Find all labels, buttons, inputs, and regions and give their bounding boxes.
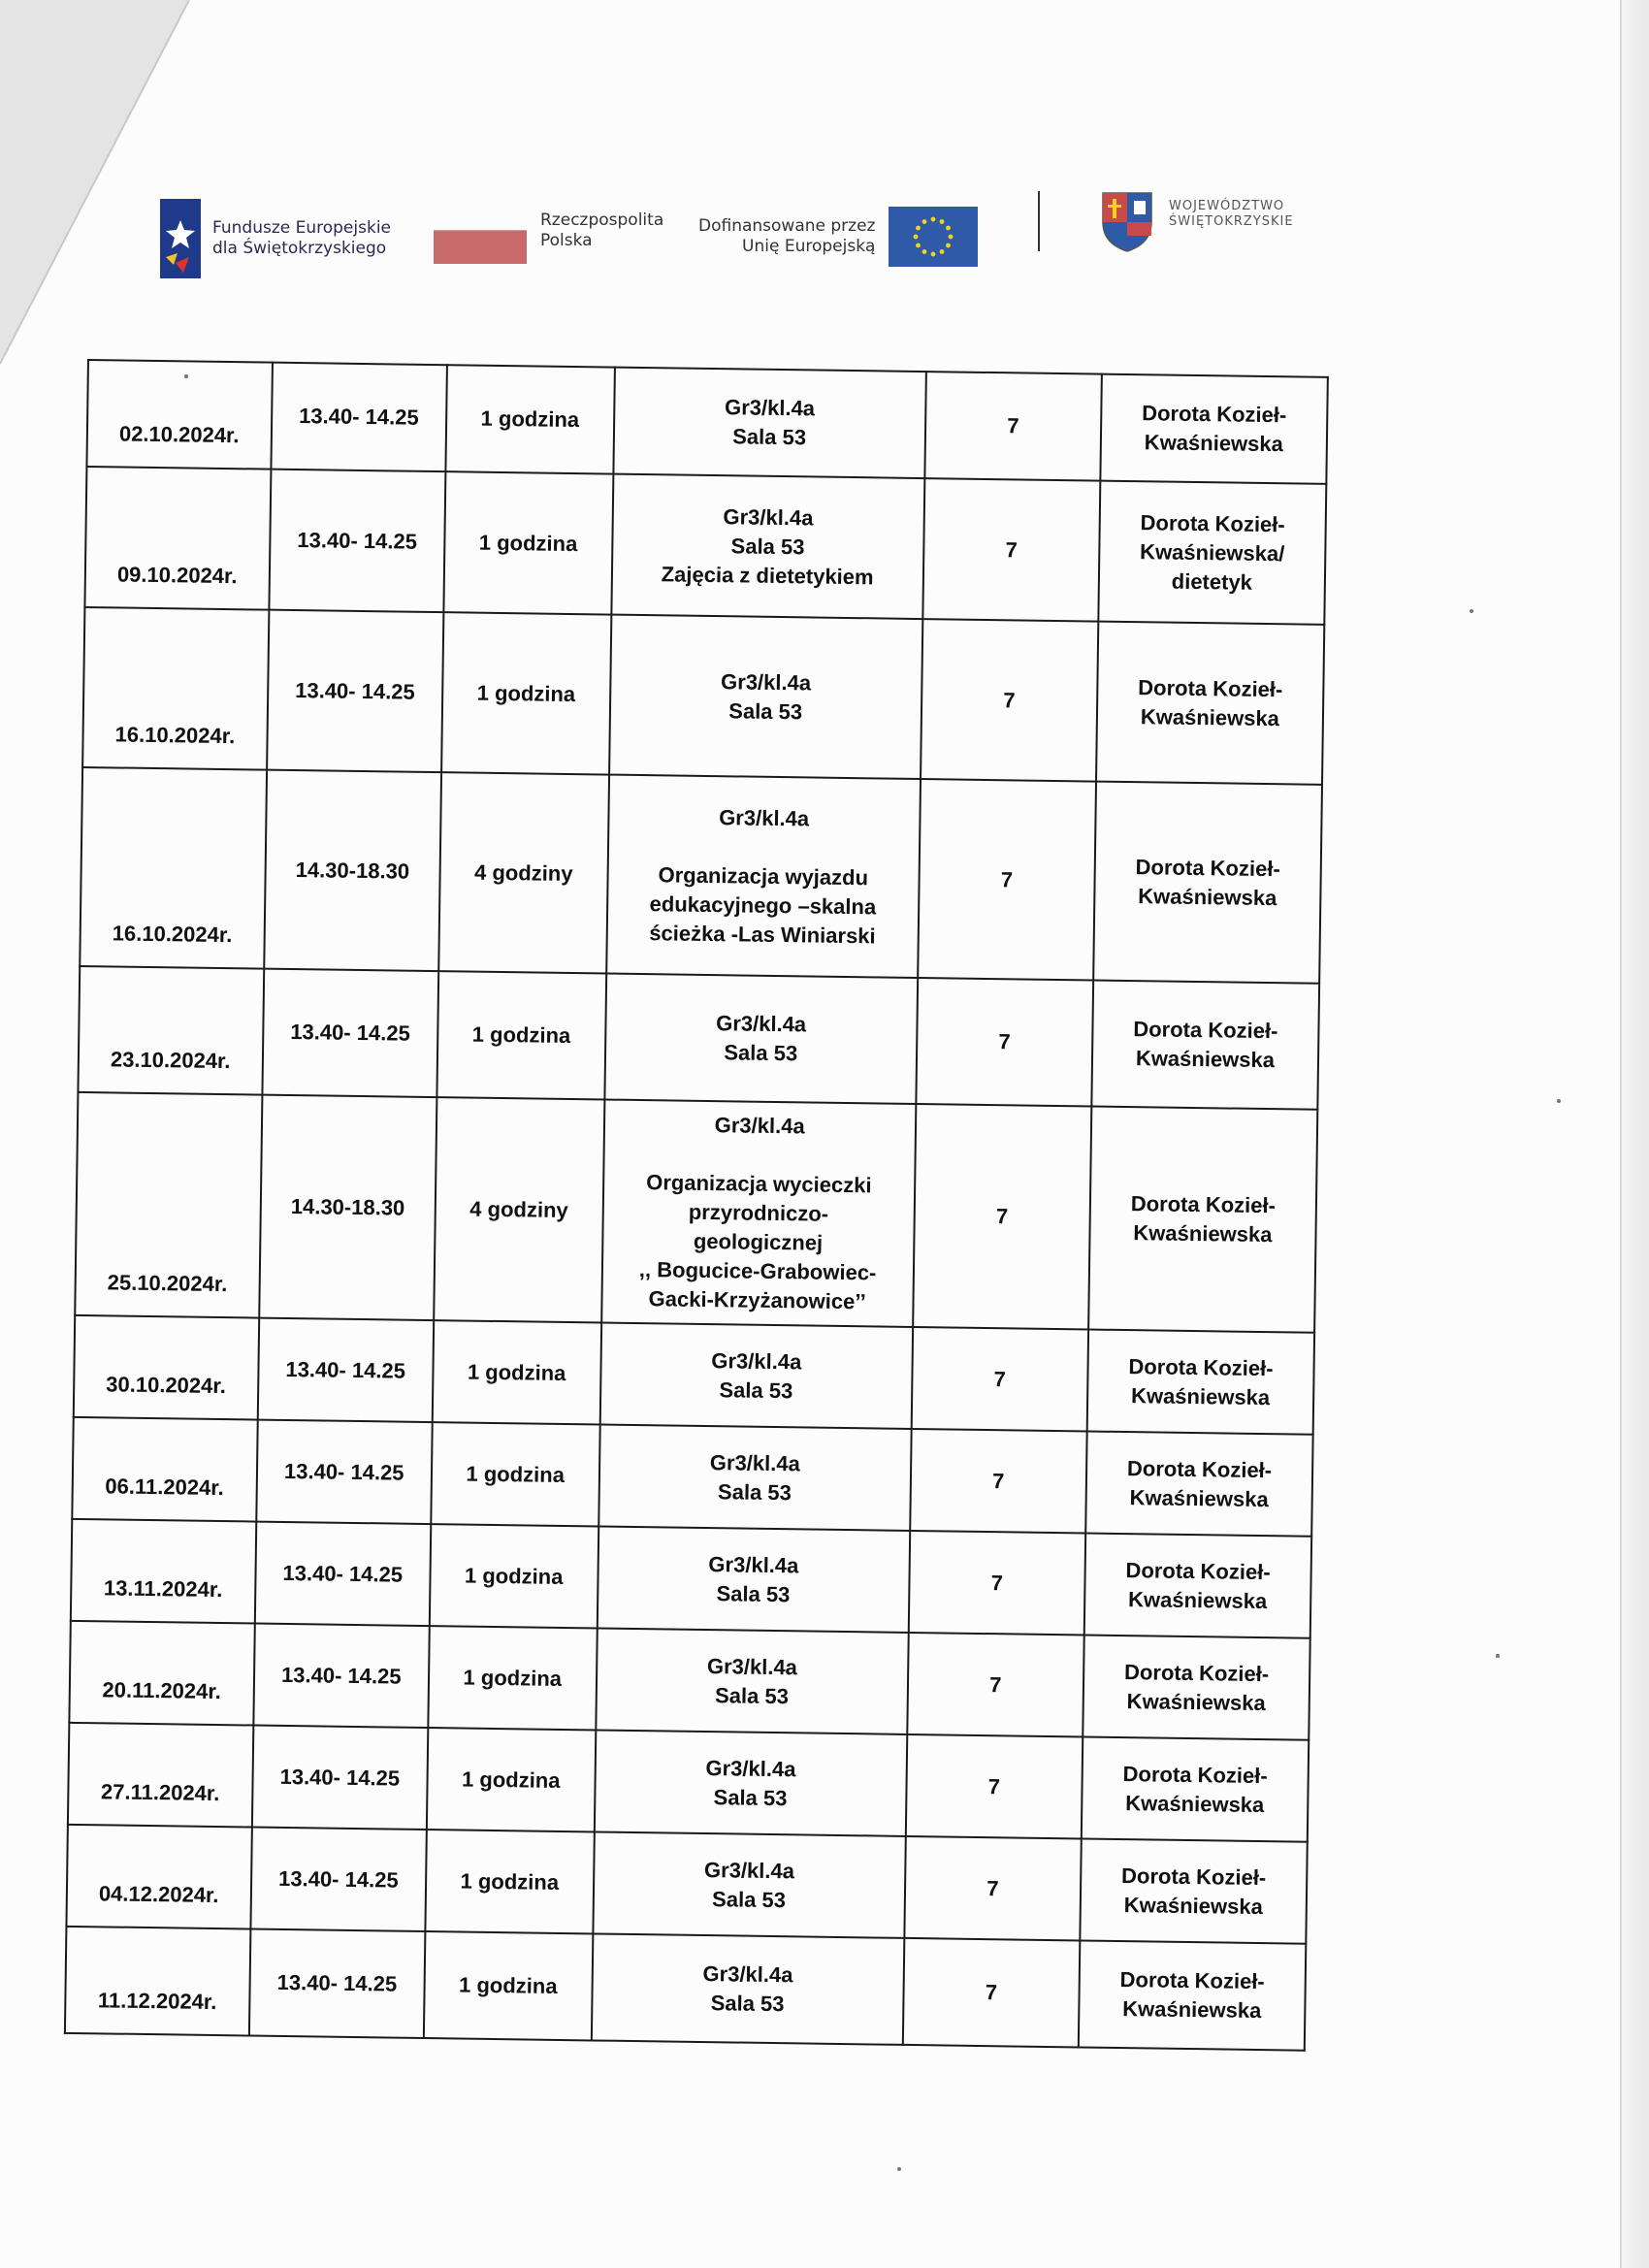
teacher-cell xyxy=(1084,1533,1312,1637)
topic-line: Sala 53 xyxy=(730,533,805,559)
participant-count-cell xyxy=(918,779,1096,981)
date-text: 06.11.2024r. xyxy=(105,1474,224,1501)
fe-name-line2: dla Świętokrzyskiego xyxy=(212,239,387,258)
table-row xyxy=(82,607,1324,785)
time-cell xyxy=(271,363,447,472)
scan-edge-line xyxy=(1620,0,1622,2268)
teacher-name-line: Dorota Kozieł- xyxy=(1130,1191,1277,1218)
topic-line xyxy=(614,830,913,863)
participant-count-text: 7 xyxy=(985,1980,998,2005)
teacher-name-line: Kwaśniewska xyxy=(1138,883,1277,910)
date-cell xyxy=(66,1825,251,1929)
hours-text: 1 godzina xyxy=(466,1461,566,1487)
teacher-cell xyxy=(1080,1838,1308,1943)
date-cell xyxy=(69,1621,254,1726)
participant-count-text: 7 xyxy=(1005,536,1018,562)
time-cell xyxy=(250,1828,427,1932)
teacher-cell xyxy=(1083,1635,1310,1739)
date-cell xyxy=(86,360,272,470)
date-text: 16.10.2024r. xyxy=(112,921,233,948)
scan-edge-shadow xyxy=(1622,0,1649,2268)
topic-cell xyxy=(596,1628,909,1733)
teacher-name-line: Dorota Kozieł- xyxy=(1133,1017,1278,1044)
date-text: 11.12.2024r. xyxy=(97,1988,217,2015)
topic-line: Sala 53 xyxy=(728,697,803,724)
date-text: 27.11.2024r. xyxy=(100,1779,220,1806)
time-cell xyxy=(257,1318,434,1423)
participant-count-cell xyxy=(922,478,1100,622)
topic-cell xyxy=(601,1100,917,1327)
participant-count-text: 7 xyxy=(995,1204,1009,1229)
table-row xyxy=(65,1927,1306,2051)
participant-count-text: 7 xyxy=(990,1570,1004,1595)
topic-line: ścieżka -Las Winiarski xyxy=(649,920,876,948)
topic-line xyxy=(610,1139,909,1172)
time-cell xyxy=(248,1929,425,2039)
participant-count-text: 7 xyxy=(991,1468,1005,1493)
time-cell xyxy=(251,1726,428,1831)
teacher-name-line: Kwaśniewska xyxy=(1122,1996,1262,2024)
topic-line: Gr3/kl.4a xyxy=(716,1011,807,1037)
topic-line: ,, Bogucice-Grabowiec- xyxy=(638,1257,877,1285)
teacher-name-line: Dorota Kozieł- xyxy=(1122,1761,1268,1788)
table-row xyxy=(71,1519,1311,1638)
date-text: 25.10.2024r. xyxy=(107,1270,228,1297)
hours-text: 1 godzina xyxy=(467,1359,566,1385)
topic-line: Gr3/kl.4a xyxy=(719,804,810,830)
topic-cell xyxy=(598,1424,912,1530)
teacher-name-line: Dorota Kozieł- xyxy=(1119,1967,1265,1994)
topic-cell xyxy=(604,974,918,1104)
topic-cell xyxy=(606,775,921,978)
participant-count-cell xyxy=(903,1938,1081,2048)
page-corner-fold xyxy=(0,0,194,369)
date-text: 16.10.2024r. xyxy=(114,722,236,749)
participant-count-text: 7 xyxy=(987,1773,1001,1798)
topic-cell xyxy=(593,1831,906,1937)
eu-cofunding-logo xyxy=(698,207,978,267)
eu-text-line2: Unię Europejską xyxy=(742,237,876,256)
participant-count-text: 7 xyxy=(1003,687,1016,712)
participant-count-text: 7 xyxy=(989,1671,1002,1697)
topic-line: Sala 53 xyxy=(710,1991,785,2017)
hours-text: 1 godzina xyxy=(480,405,580,433)
hours-cell xyxy=(445,365,614,473)
scan-speck xyxy=(184,374,188,378)
schedule-table xyxy=(64,359,1329,2052)
topic-line: Gr3/kl.4a xyxy=(705,1755,796,1781)
hours-cell xyxy=(443,471,613,614)
teacher-cell xyxy=(1091,981,1319,1110)
topic-line: Gr3/kl.4a xyxy=(723,503,814,530)
teacher-name-line: Dorota Kozieł- xyxy=(1140,509,1285,536)
topic-line: Gr3/kl.4a xyxy=(702,1961,793,1988)
topic-line: Sala 53 xyxy=(713,1784,788,1810)
teacher-name-line: Kwaśniewska xyxy=(1129,1484,1269,1511)
teacher-name-line: Dorota Kozieł- xyxy=(1135,854,1280,881)
coat-of-arms-icon xyxy=(1099,189,1155,253)
topic-line: Gr3/kl.4a xyxy=(709,1449,801,1475)
participant-count-cell xyxy=(924,372,1102,481)
hours-cell xyxy=(427,1728,596,1831)
time-text: 13.40- 14.25 xyxy=(276,1969,398,1996)
date-cell xyxy=(72,1417,257,1522)
teacher-name-line: Kwaśniewska xyxy=(1125,1790,1265,1817)
ws-name-line1: WOJEWÓDZTWO xyxy=(1169,199,1285,213)
date-text: 13.11.2024r. xyxy=(103,1575,223,1603)
teacher-name-line: Kwaśniewska xyxy=(1133,1220,1273,1247)
topic-cell xyxy=(599,1322,913,1428)
teacher-cell xyxy=(1085,1431,1313,1536)
topic-cell xyxy=(597,1526,910,1632)
topic-line: Gr3/kl.4a xyxy=(714,1113,805,1139)
topic-line: geologicznej xyxy=(693,1228,824,1255)
time-cell xyxy=(254,1522,431,1627)
table-row xyxy=(69,1621,1310,1740)
scan-speck xyxy=(1496,1654,1500,1658)
hours-cell xyxy=(430,1524,598,1628)
hours-cell xyxy=(424,1931,593,2040)
date-text: 09.10.2024r. xyxy=(116,562,238,589)
fundusze-europejskie-logo xyxy=(160,199,391,278)
table-row xyxy=(66,1825,1307,1944)
topic-line: Gr3/kl.4a xyxy=(703,1857,795,1883)
eu-flag-icon xyxy=(889,207,978,267)
teacher-name-line: Dorota Kozieł- xyxy=(1120,1863,1267,1890)
polish-flag-icon xyxy=(434,230,527,264)
teacher-cell xyxy=(1093,782,1322,984)
participant-count-text: 7 xyxy=(998,1029,1011,1054)
hours-text: 1 godzina xyxy=(458,1972,558,1998)
participant-count-cell xyxy=(912,1327,1088,1432)
date-cell xyxy=(74,1315,259,1420)
time-cell xyxy=(264,770,441,971)
teacher-cell xyxy=(1079,1940,1307,2050)
topic-line: Sala 53 xyxy=(724,1040,798,1066)
date-text: 04.12.2024r. xyxy=(98,1881,219,1908)
topic-line: Sala 53 xyxy=(714,1682,790,1708)
teacher-cell xyxy=(1088,1107,1317,1333)
teacher-name-line: Dorota Kozieł- xyxy=(1125,1557,1271,1584)
hours-cell xyxy=(438,772,608,973)
topic-line: Organizacja wyjazdu xyxy=(658,861,869,890)
table-row xyxy=(84,467,1326,625)
time-text: 13.40- 14.25 xyxy=(280,1662,402,1689)
table-row xyxy=(78,966,1319,1110)
time-text: 13.40- 14.25 xyxy=(279,1764,401,1791)
hours-text: 4 godziny xyxy=(473,859,573,886)
hours-cell xyxy=(425,1830,594,1933)
topic-cell xyxy=(611,474,924,619)
teacher-name-line: Dorota Kozieł- xyxy=(1128,1353,1274,1380)
time-text: 13.40- 14.25 xyxy=(290,1019,411,1046)
rp-name-line2: Polska xyxy=(540,231,593,250)
hours-text: 1 godzina xyxy=(476,680,576,706)
hours-text: 1 godzina xyxy=(463,1665,563,1691)
table-row xyxy=(72,1417,1312,1537)
teacher-name-line: Kwaśniewska xyxy=(1130,1382,1271,1409)
participant-count-cell xyxy=(904,1836,1081,1941)
teacher-name-line: Kwaśniewska xyxy=(1135,1046,1276,1073)
hours-cell xyxy=(436,971,605,1099)
hours-text: 1 godzina xyxy=(461,1766,561,1793)
date-text: 02.10.2024r. xyxy=(118,421,240,448)
ws-name-line2: ŚWIĘTOKRZYSKIE xyxy=(1169,214,1294,229)
topic-line: Gacki-Krzyżanowice’’ xyxy=(648,1286,866,1314)
hours-cell xyxy=(428,1626,597,1730)
topic-line: Organizacja wycieczki xyxy=(646,1170,872,1198)
teacher-cell xyxy=(1096,622,1324,785)
date-cell xyxy=(68,1723,253,1828)
teacher-name-line: Kwaśniewska xyxy=(1140,703,1280,730)
time-text: 13.40- 14.25 xyxy=(285,1356,406,1383)
date-cell xyxy=(75,1092,262,1318)
topic-cell xyxy=(591,1933,904,2044)
teacher-name-line: Kwaśniewska xyxy=(1144,430,1284,457)
topic-cell xyxy=(613,368,926,478)
teacher-cell xyxy=(1082,1736,1310,1841)
topic-line: Gr3/kl.4a xyxy=(708,1551,799,1577)
time-text: 14.30-18.30 xyxy=(290,1194,405,1220)
scan-speck xyxy=(1557,1099,1561,1103)
time-cell xyxy=(267,610,444,773)
date-text: 20.11.2024r. xyxy=(102,1677,221,1704)
hours-text: 1 godzina xyxy=(478,530,578,556)
participant-count-text: 7 xyxy=(993,1366,1007,1391)
hours-cell xyxy=(441,612,611,774)
scan-speck xyxy=(897,2167,901,2171)
topic-line: edukacyjnego –skalna xyxy=(649,891,877,919)
participant-count-cell xyxy=(906,1734,1083,1839)
topic-line: Sala 53 xyxy=(719,1377,793,1403)
participant-count-cell xyxy=(910,1429,1086,1534)
time-text: 13.40- 14.25 xyxy=(297,527,418,554)
teacher-name-line: Dorota Kozieł- xyxy=(1138,674,1283,701)
fe-star-icon xyxy=(160,199,201,278)
fe-name-line1: Fundusze Europejskie xyxy=(212,218,391,238)
participant-count-text: 7 xyxy=(1007,413,1019,438)
logo-divider xyxy=(1038,191,1040,251)
date-cell xyxy=(71,1519,256,1624)
participant-count-text: 7 xyxy=(986,1875,999,1900)
topic-line: Sala 53 xyxy=(711,1886,787,1912)
topic-line: Gr3/kl.4a xyxy=(724,395,816,421)
teacher-name-line: Dorota Kozieł- xyxy=(1123,1659,1270,1686)
wojewodztwo-logo xyxy=(1099,189,1294,253)
hours-cell xyxy=(431,1422,599,1526)
table-row xyxy=(68,1723,1309,1842)
schedule-table-wrapper xyxy=(64,359,1329,2052)
date-cell xyxy=(78,966,263,1095)
date-cell xyxy=(84,467,271,610)
hours-cell xyxy=(433,1320,601,1424)
time-text: 13.40- 14.25 xyxy=(277,1865,399,1893)
table-row xyxy=(80,767,1322,984)
eu-text-line1: Dofinansowane przez xyxy=(698,216,876,236)
teacher-cell xyxy=(1087,1330,1315,1435)
time-cell xyxy=(262,969,438,1098)
date-cell xyxy=(65,1927,250,2036)
teacher-name-line: Kwaśniewska xyxy=(1123,1892,1263,1919)
topic-line: Sala 53 xyxy=(716,1580,791,1606)
time-cell xyxy=(269,470,445,613)
scan-speck xyxy=(1470,609,1473,613)
time-text: 14.30-18.30 xyxy=(295,857,410,884)
hours-text: 1 godzina xyxy=(471,1021,571,1049)
teacher-name-line: dietetyk xyxy=(1171,568,1253,595)
hours-text: 4 godziny xyxy=(469,1196,568,1223)
date-text: 23.10.2024r. xyxy=(110,1047,231,1074)
rp-name-line1: Rzeczpospolita xyxy=(540,211,664,230)
teacher-cell xyxy=(1098,481,1326,625)
table-row xyxy=(74,1315,1314,1435)
schedule-table-body xyxy=(65,360,1328,2051)
time-cell xyxy=(253,1624,430,1729)
table-row xyxy=(75,1092,1317,1333)
topic-line: Zajęcia z dietetykiem xyxy=(661,561,874,589)
topic-line: Gr3/kl.4a xyxy=(720,668,812,695)
participant-count-cell xyxy=(909,1531,1085,1636)
time-text: 13.40- 14.25 xyxy=(295,677,415,704)
time-cell xyxy=(256,1420,433,1525)
topic-line: Gr3/kl.4a xyxy=(711,1347,802,1374)
teacher-name-line: Kwaśniewska xyxy=(1127,1586,1268,1613)
rzeczpospolita-logo xyxy=(434,211,663,264)
teacher-cell xyxy=(1100,374,1328,484)
time-text: 13.40- 14.25 xyxy=(283,1458,404,1485)
date-cell xyxy=(82,607,269,770)
topic-line: przyrodniczo- xyxy=(688,1199,829,1226)
topic-line: Sala 53 xyxy=(717,1478,792,1505)
teacher-name-line: Kwaśniewska xyxy=(1126,1688,1266,1715)
time-text: 13.40- 14.25 xyxy=(298,404,419,430)
table-row xyxy=(86,360,1327,484)
topic-line: Sala 53 xyxy=(732,424,807,450)
participant-count-text: 7 xyxy=(1000,866,1014,891)
participant-count-cell xyxy=(916,978,1093,1107)
teacher-name-line: Dorota Kozieł- xyxy=(1142,401,1287,428)
participant-count-cell xyxy=(907,1633,1083,1737)
topic-cell xyxy=(609,615,923,779)
time-text: 13.40- 14.25 xyxy=(282,1560,404,1587)
funding-logo-bar xyxy=(160,189,1305,286)
hours-text: 1 godzina xyxy=(464,1563,564,1589)
topic-line: Gr3/kl.4a xyxy=(706,1653,798,1679)
time-cell xyxy=(259,1095,436,1320)
teacher-name-line: Kwaśniewska/ xyxy=(1139,538,1285,566)
teacher-name-line: Dorota Kozieł- xyxy=(1126,1455,1273,1482)
hours-text: 1 godzina xyxy=(460,1868,560,1895)
date-cell xyxy=(80,767,266,969)
date-text: 30.10.2024r. xyxy=(106,1372,227,1399)
participant-count-cell xyxy=(913,1104,1091,1330)
participant-count-cell xyxy=(921,619,1098,782)
topic-cell xyxy=(594,1730,907,1835)
hours-cell xyxy=(434,1097,604,1322)
